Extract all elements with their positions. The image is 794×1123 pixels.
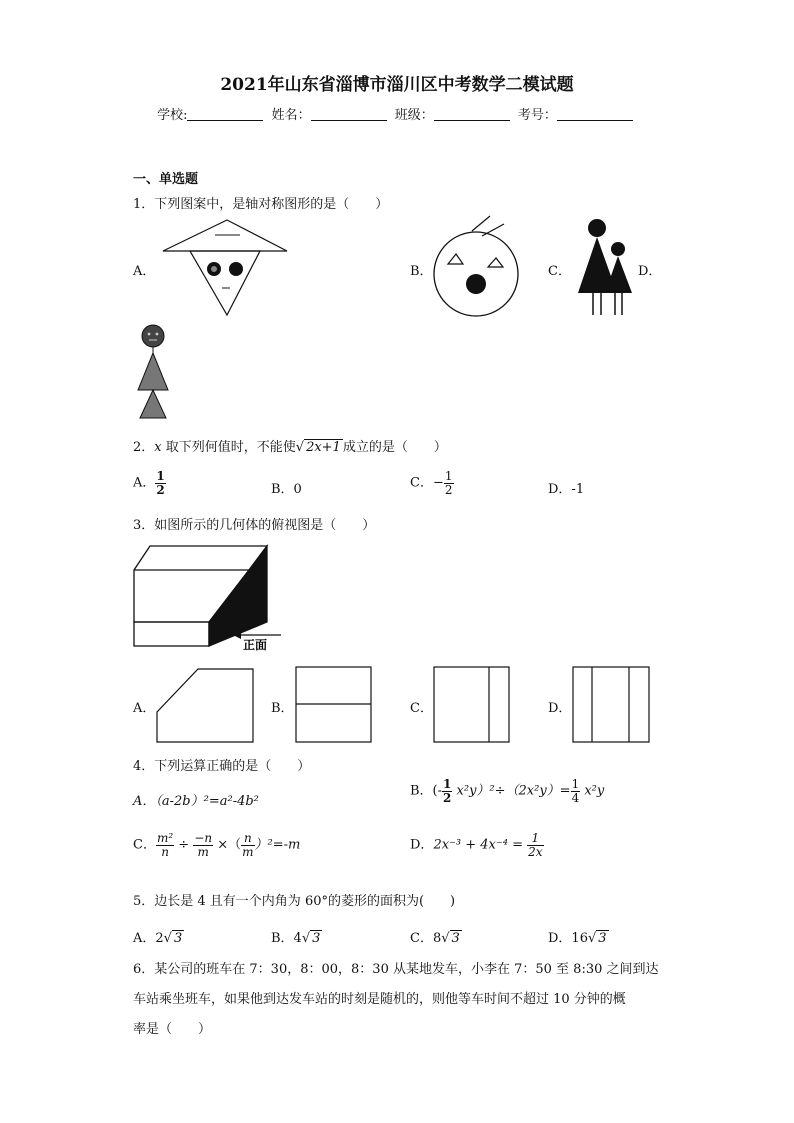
q4-b-den2: 4: [571, 790, 580, 805]
q4-c-prefix: C．: [133, 837, 156, 853]
q4-c-num2: −n: [194, 831, 213, 845]
q5-b-radicand: 3: [312, 931, 321, 946]
field-name-blank[interactable]: [311, 120, 387, 121]
q4-option-b[interactable]: [410, 778, 604, 804]
q2-option-c-fraction: [444, 470, 454, 496]
q4-c-den2: m: [197, 844, 209, 859]
q4-c-den1: n: [161, 844, 169, 859]
q2-option-c-label: C．: [410, 475, 433, 491]
q4-c-den3: m: [242, 844, 254, 859]
q3-option-d-label[interactable]: D．: [548, 701, 572, 716]
q3-option-c-figure: [433, 666, 511, 744]
question-5-stem: 5．边长是 4 且有一个内角为 60°的菱形的面积为( ): [133, 894, 456, 909]
q1-option-b-label[interactable]: B．: [410, 264, 433, 279]
q4-c-num1: m²: [156, 831, 174, 845]
q4-b-fraction-2: [571, 778, 581, 804]
q2-c-denominator: 2: [444, 482, 453, 497]
q5-a-radicand: 3: [173, 931, 183, 946]
q4-b-prefix: B．(-: [410, 783, 443, 799]
q6-line-2: 车站乘坐班车，如果他到达发车站的时刻是随机的，则他等车时间不超过 10 分钟的概: [133, 992, 626, 1007]
q4-d-prefix: D．: [410, 837, 434, 853]
q2-a-denominator: 2: [156, 482, 165, 497]
field-school-label: 学校:: [157, 108, 188, 123]
q2-a-numerator: 1: [156, 469, 165, 483]
q2-option-d[interactable]: D．-1: [548, 482, 585, 497]
question-6-stem: [133, 955, 673, 1045]
q2-option-a[interactable]: [133, 470, 166, 496]
field-name-label: 姓名：: [271, 108, 311, 123]
q3-option-d-figure: [572, 666, 652, 744]
q5-c-label: C．8: [410, 931, 442, 946]
q1-option-c-label[interactable]: C．: [548, 264, 571, 279]
q2-option-c[interactable]: [410, 470, 454, 496]
q5-d-radicand: 3: [598, 931, 607, 946]
q3-option-c-label[interactable]: C．: [410, 701, 433, 716]
field-class-blank[interactable]: [434, 120, 510, 121]
q5-b-label: B．4: [271, 931, 302, 946]
q5-option-c[interactable]: C．8√ 3: [410, 931, 460, 946]
q2-radicand: 2x+1: [306, 440, 341, 455]
field-school-blank[interactable]: [187, 120, 263, 121]
q2-option-a-label: A．: [133, 475, 156, 491]
q4-option-d[interactable]: [410, 832, 544, 858]
q4-d-fraction: [527, 832, 543, 858]
q3-option-b-figure: [295, 666, 373, 744]
q2-c-sign: −: [432, 475, 444, 491]
q2-stem-tail: 成立的是（ ）: [342, 440, 447, 455]
q4-b-fraction-1: [442, 778, 452, 804]
q4-d-num: 1: [527, 832, 543, 846]
q3-option-b-label[interactable]: B．: [271, 701, 294, 716]
q4-c-fraction-3: [241, 832, 254, 858]
q4-b-num1: 1: [443, 777, 452, 791]
question-4-stem: 4．下列运算正确的是（ ）: [133, 759, 311, 774]
q4-c-fraction-1: [156, 832, 174, 858]
q2-option-a-fraction: [155, 470, 165, 496]
q4-d-expression: 2x⁻³ + 4x⁻⁴ =: [433, 837, 523, 853]
student-info-fields: [0, 104, 794, 123]
field-examno-label: 考号：: [517, 108, 557, 123]
q1-option-d-label[interactable]: D．: [638, 264, 662, 279]
q4-option-a[interactable]: A．（a-2b）²=a²-4b²: [133, 794, 259, 809]
q3-option-a-label[interactable]: A．: [133, 701, 156, 716]
q4-c-divide: ÷: [174, 837, 194, 853]
q1-option-b-figure: [430, 214, 530, 319]
q4-b-den1: 2: [443, 790, 452, 805]
q5-option-a[interactable]: A．2√ 3: [133, 931, 183, 946]
q3-solid-figure: [133, 544, 283, 654]
q5-option-d[interactable]: D．16√ 3: [548, 931, 607, 946]
q1-option-a-label[interactable]: A．: [133, 264, 156, 279]
q2-number: 2．: [133, 440, 155, 455]
q4-d-den: 2x: [528, 844, 543, 859]
q4-c-fraction-2: [193, 832, 213, 858]
q2-option-b[interactable]: B．0: [271, 482, 302, 497]
field-class-label: 班级：: [394, 108, 434, 123]
q4-b-suffix: x²y: [580, 783, 605, 799]
question-1-stem: 1．下列图案中，是轴对称图形的是（ ）: [133, 197, 389, 212]
q5-a-label: A．2: [133, 931, 164, 946]
q5-c-radicand: 3: [451, 931, 460, 946]
q6-line-1: 6．某公司的班车在 7：30，8：00，8：30 从某地发车，小李在 7：50 至 8:30 之间到达: [133, 962, 659, 977]
question-3-stem: 3．如图所示的几何体的俯视图是（ ）: [133, 518, 376, 533]
q1-option-d-figure: [136, 323, 170, 421]
q3-option-a-figure: [156, 668, 256, 744]
q4-c-num3: n: [241, 832, 254, 846]
section-single-choice: 一、单选题: [133, 172, 199, 187]
q5-d-label: D．16: [548, 931, 588, 946]
q4-b-num2: 1: [571, 777, 580, 791]
q2-stem-text: 取下列何值时，不能使: [161, 440, 296, 455]
q3-front-label: 正面: [243, 638, 268, 652]
q4-c-times: ×（: [213, 837, 242, 853]
q4-c-suffix: ）²=-m: [254, 837, 301, 853]
q2-c-numerator: 1: [444, 469, 453, 483]
q2-sqrt-expression: √ 2x+1: [295, 440, 341, 455]
q4-option-c[interactable]: [133, 832, 300, 858]
field-examno-blank[interactable]: [557, 120, 633, 121]
q4-b-middle: x²y）²÷（2x²y）=: [452, 783, 571, 799]
q1-option-c-figure: [575, 215, 637, 317]
question-2-stem: [133, 436, 447, 455]
page-title: 2021年山东省淄博市淄川区中考数学二模试题: [220, 75, 574, 95]
q6-line-3: 率是（ ）: [133, 1022, 212, 1037]
q1-option-a-figure: [160, 218, 290, 318]
q2-variable: x: [154, 440, 162, 455]
q5-option-b[interactable]: B．4√ 3: [271, 931, 321, 946]
